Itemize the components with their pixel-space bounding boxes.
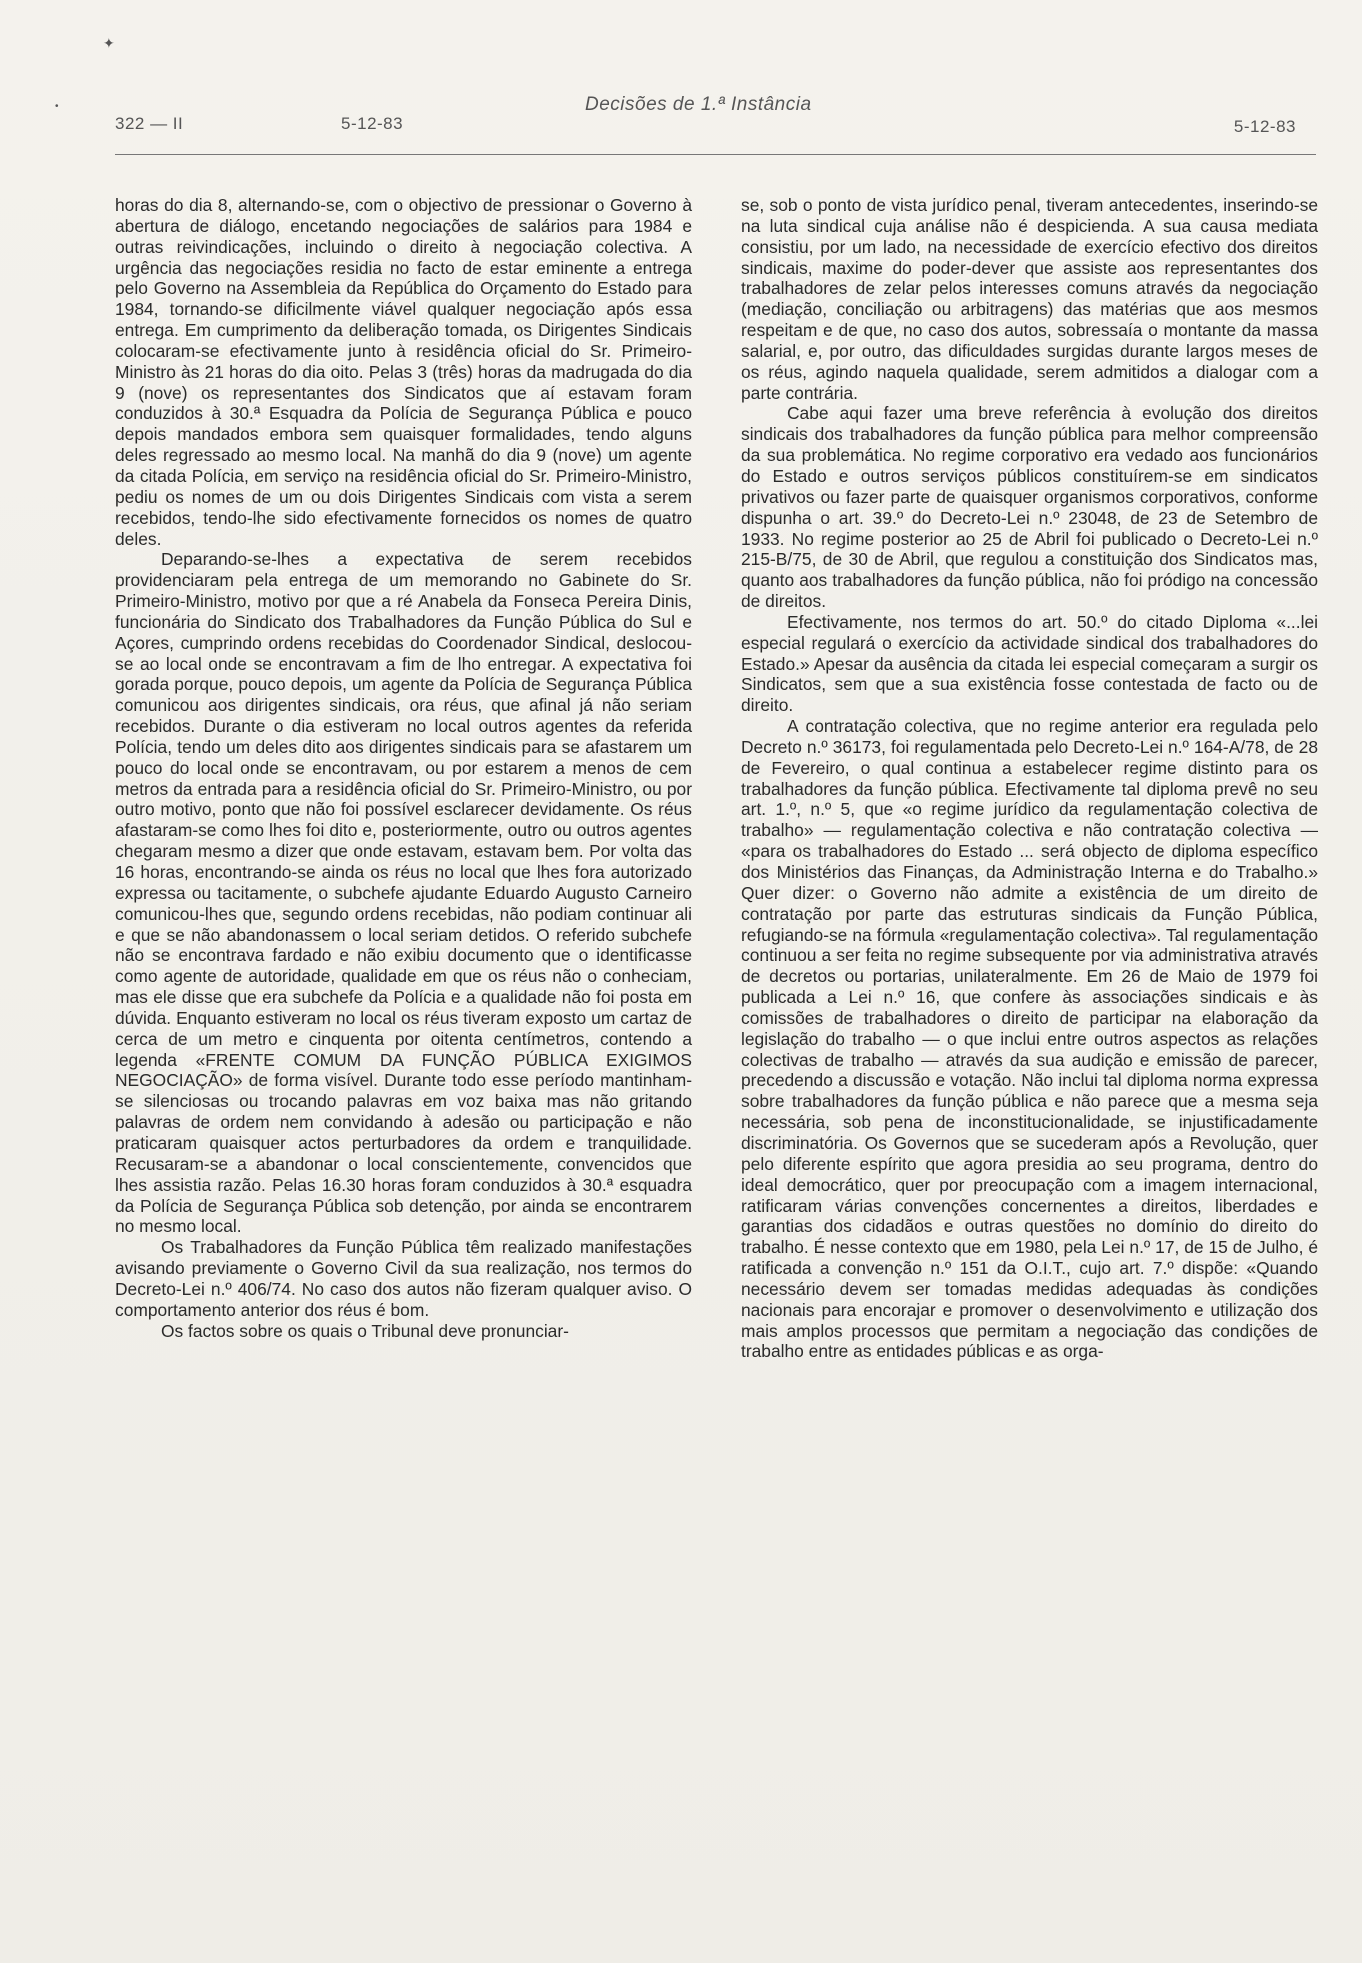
scan-speck: ✦ xyxy=(103,35,115,51)
left-text-column xyxy=(115,195,692,1341)
paragraph: A contratação colectiva, que no regime anterior era regulada pelo Decreto n.º 36173, foi regulamentada pelo Decreto-Lei n.º 164-A/78, de 28 de Fevereiro, o qual continua a estabelecer regime distinto para os trabalhadores da função pública. Efectivamente tal diploma prevê no seu art. 1.º, n.º 5, que «o regime jurídico da regulamentação colectiva de trabalho» — regulamentação colectiva e não contratação colectiva — «para os trabalhadores do Estado ... será objecto de diploma específico dos Ministérios das Finanças, da Administração Interna e do Trabalho.» Quer dizer: o Governo não admite a existência de um direito de contratação por parte das estruturas sindicais da Função Pública, refugiando-se na fórmula «regulamentação colectiva». Tal regulamentação continuou a ser feita no regime subsequente por via administrativa através de decretos ou portarias, unilateralmente. Em 26 de Maio de 1979 foi publicada a Lei n.º 16, que confere às associações sindicais e às comissões de trabalhadores o direito de participar na elaboração da legislação do trabalho — o que inclui entre outros aspectos as relações colectivas de trabalho — através da sua audição e emissão de parecer, precedendo a discussão e votação. Não inclui tal diploma norma expressa sobre trabalhadores da função pública e não parece que a mesma seja necessária, sob pena de inconstitucionalidade, se injustificadamente discriminatória. Os Governos que se sucederam após a Revolução, quer pelo diferente espírito que agora presidia ao seu programa, dentro do ideal democrático, quer por preocupação com a imagem internacional, ratificaram várias convenções concernentes a direitos, liberdades e garantias dos cidadãos e outras questões no domínio do direito do trabalho. É nesse contexto que em 1980, pela Lei n.º 17, de 15 de Julho, é ratificada a convenção n.º 151 da O.I.T., cujo art. 7.º dispõe: «Quando necessário devem ser tomadas medidas adequadas às condições nacionais para encorajar e promover o desenvolvimento e utilização dos mais amplos processos que permitam a negociação das condições de trabalho entre as entidades públicas e as orga- xyxy=(741,716,1318,1362)
page-header xyxy=(115,92,1316,152)
scan-speck: • xyxy=(55,101,59,112)
issue-date-right: 5-12-83 xyxy=(1233,117,1296,136)
paragraph: se, sob o ponto de vista jurídico penal, tiveram antecedentes, inserindo-se na luta sindical cuja análise não é despicienda. A sua causa mediata consistiu, por um lado, na necessidade de exercício efectivo dos direitos sindicais, maxime do poder-dever que assiste aos representantes dos trabalhadores de zelar pelos interesses comuns através da negociação (mediação, conciliação ou arbitragens) das matérias que aos mesmos respeitam e de que, no caso dos autos, sobressaía o montante da massa salarial, e, por outro, das dificuldades surgidas durante largos meses de os réus, agindo naquela qualidade, serem admitidos a dialogar com a parte contrária. xyxy=(741,195,1318,403)
right-text-column xyxy=(741,195,1318,1362)
paragraph: Os Trabalhadores da Função Pública têm realizado manifestações avisando previamente o Governo Civil da sua realização, nos termos do Decreto-Lei n.º 406/74. No caso dos autos não fizeram qualquer aviso. O comportamento anterior dos réus é bom. xyxy=(115,1237,692,1320)
paragraph: Cabe aqui fazer uma breve referência à evolução dos direitos sindicais dos trabalhadores da função pública para melhor compreensão da sua problemática. No regime corporativo era vedado aos funcionários do Estado e outros serviços públicos constituírem-se em sindicatos privativos ou fazer parte de quaisquer organismos corporativos, conforme dispunha o art. 39.º do Decreto-Lei n.º 23048, de 23 de Setembro de 1933. No regime posterior ao 25 de Abril foi publicado o Decreto-Lei n.º 215-B/75, de 30 de Abril, que regulou a constituição dos Sindicatos mas, quanto aos trabalhadores da função pública, não foi pródigo na concessão de direitos. xyxy=(741,403,1318,612)
page-reference: 322 — II xyxy=(115,114,184,133)
paragraph: Efectivamente, nos termos do art. 50.º do citado Diploma «...lei especial regulará o exercício da actividade sindical dos trabalhadores do Estado.» Apesar da ausência da citada lei especial começaram a surgir os Sindicatos, sem que a sua existência fosse contestada de facto ou de direito. xyxy=(741,611,1318,716)
paragraph: Deparando-se-lhes a expectativa de serem recebidos providenciaram pela entrega de um memorando no Gabinete do Sr. Primeiro-Ministro, motivo por que a ré Anabela da Fonseca Pereira Dinis, funcionária do Sindicato dos Trabalhadores da Função Pública do Sul e Açores, cumprindo ordens recebidas do Coordenador Sindical, deslocou-se ao local onde se encontravam a fim de lho entregar. A expectativa foi gorada porque, pouco depois, um agente da Polícia de Segurança Pública comunicou aos dirigentes sindicais, ora réus, que afinal já não seriam recebidos. Durante o dia estiveram no local outros agentes da referida Polícia, tendo um deles dito aos dirigentes sindicais para se afastarem um pouco do local onde se encontravam, ou por estarem a menos de cem metros da entrada para a residência oficial do Sr. Primeiro-Ministro, ou por outro motivo, ponto que não foi possível esclarecer devidamente. Os réus afastaram-se como lhes foi dito e, posteriormente, outro ou outros agentes chegaram mesmo a dizer que onde estavam, estavam bem. Por volta das 16 horas, encontrando-se ainda os réus no local que lhes fora autorizado expressa ou tacitamente, o subchefe ajudante Eduardo Augusto Carneiro comunicou-lhes que, segundo ordens recebidas, não podiam continuar ali e que se não abandonassem o local seriam detidos. O referido subchefe não se encontrava fardado e não exibiu documento que o identificasse como agente de autoridade, qualidade em que os réus não o conheciam, mas ele disse que era subchefe da Polícia e a qualidade não foi posta em dúvida. Enquanto estiveram no local os réus tiveram exposto um cartaz de cerca de um metro e cinquenta por oitenta centímetros, contendo a legenda «FRENTE COMUM DA FUNÇÃO PÚBLICA EXIGIMOS NEGOCIAÇÃO» de forma visível. Durante todo esse período mantinham-se silenciosas ou trocando palavras em voz baixa mas não gritando palavras de ordem nem convidando à adesão ou participação e não praticaram quaisquer actos perturbadores da ordem e tranquilidade. Recusaram-se a abandonar o local conscientemente, convencidos que lhes assistia razão. Pelas 16.30 horas foram conduzidos à 30.ª esquadra da Polícia de Segurança Pública sob detenção, por ainda se encontrarem no mesmo local. xyxy=(115,549,692,1237)
paragraph: Os factos sobre os quais o Tribunal deve pronunciar- xyxy=(161,1320,569,1341)
section-title: Decisões de 1.ª Instância xyxy=(585,94,812,115)
paragraph: horas do dia 8, alternando-se, com o objectivo de pressionar o Governo à abertura de diálogo, encetando negociações de salários para 1984 e outras reivindicações, incluindo o direito à negociação colectiva. A urgência das negociações residia no facto de estar eminente a entrega pelo Governo na Assembleia da República do Orçamento do Estado para 1984, tornando-se dificilmente viável qualquer negociação após essa entrega. Em cumprimento da deliberação tomada, os Dirigentes Sindicais colocaram-se efectivamente junto à residência oficial do Sr. Primeiro-Ministro às 21 horas do dia oito. Pelas 3 (três) horas da madrugada do dia 9 (nove) os representantes dos Sindicatos que aí estavam foram conduzidos à 30.ª Esquadra da Polícia de Segurança Pública e pouco depois mandados embora sem quaisquer formalidades, tendo alguns deles regressado ao mesmo local. Na manhã do dia 9 (nove) um agente da citada Polícia, em serviço na residência oficial do Sr. Primeiro-Ministro, pediu os nomes de um ou dois Dirigentes Sindicais com vista a serem recebidos, tendo-lhe sido efectivamente fornecidos os nomes de quatro deles. xyxy=(115,195,692,549)
issue-date-left: 5-12-83 xyxy=(341,114,404,133)
header-rule xyxy=(115,154,1316,155)
